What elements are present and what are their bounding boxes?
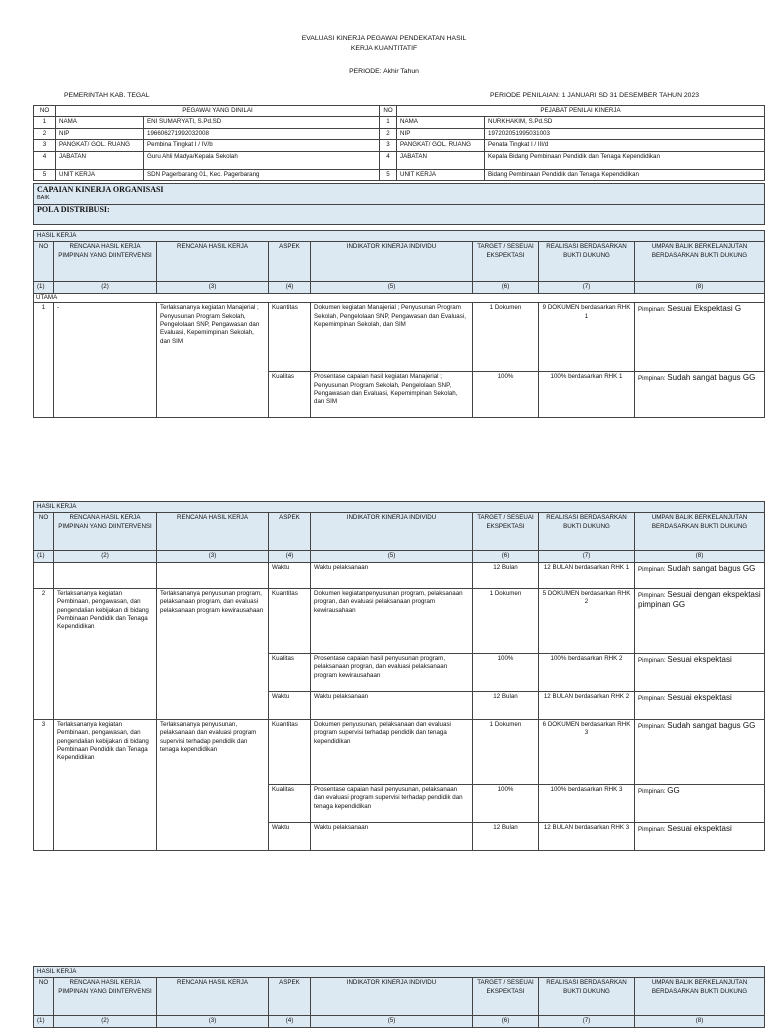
row-target: 100% — [473, 653, 539, 691]
row-label: JABATAN — [56, 151, 144, 169]
row-no: 1 — [34, 303, 54, 418]
row-no: 2 — [34, 588, 54, 719]
org-table — [33, 183, 765, 225]
row-aspek: Kuantitas — [269, 719, 311, 784]
col-num-3: (3) — [157, 282, 269, 293]
row-label: UNIT KERJA — [56, 169, 144, 180]
col-aspek: ASPEK — [269, 978, 311, 1016]
row-value: 196606271992032008 — [144, 128, 380, 139]
hasil-kerja-table-2 — [33, 501, 765, 851]
row-umpan — [635, 784, 765, 822]
umpan-label: Pimpinan: — [638, 825, 666, 833]
row-target: 1 Dokumen — [473, 719, 539, 784]
row-indikator: Prosentase capaian hasil kegiatan Manajerial ; Penyusunan Program Sekolah, Pengelolaan SNP, Pengawasan dan Evaluasi, Kepemimpinan Sekolah, dan SIM — [311, 372, 473, 418]
row-indikator: Dokumen penyusunan, pelaksanaan dan evaluasi program supervisi terhadap pendidik dan tenaga kependidikan — [311, 719, 473, 784]
umpan-text: GG — [667, 785, 680, 795]
row-umpan — [635, 822, 765, 850]
col-num-7: (7) — [539, 1016, 635, 1027]
table-row — [34, 719, 765, 784]
col-num-1: (1) — [34, 1016, 54, 1027]
row-aspek: Kualitas — [269, 653, 311, 691]
umpan-text: Sesuai ekspektasi — [667, 692, 732, 702]
document-title — [0, 34, 768, 54]
left-title: PEGAWAI YANG DINILAI — [56, 106, 380, 117]
row-no-2: 2 — [380, 128, 397, 139]
col-no: NO — [34, 242, 54, 282]
row-rencana: Terlaksananya penyusunan, pelaksanaan dan evaluasi program supervisi terhadap pendidik dan tenaga kependidikan — [157, 719, 269, 850]
identity-table — [33, 105, 765, 181]
col-num-5: (5) — [311, 1016, 473, 1027]
periode: PERIODE: Akhir Tahun — [349, 68, 419, 75]
col-umpan: UMPAN BALIK BERKELANJUTAN BERDASARKAN BUKTI DUKUNG — [635, 242, 765, 282]
row-target: 12 Bulan — [473, 822, 539, 850]
row-no: 5 — [34, 169, 56, 180]
col-num-5: (5) — [311, 551, 473, 562]
col-num-5: (5) — [311, 282, 473, 293]
col-num-4: (4) — [269, 551, 311, 562]
empty-cell — [54, 562, 157, 588]
col-num-2: (2) — [54, 1016, 157, 1027]
row-rencana: Terlaksananya penyusunan program, pelaksanaan program, dan evaluasi pelaksanaan program kewirausahaan — [157, 588, 269, 719]
col-umpan: UMPAN BALIK BERKELANJUTAN BERDASARKAN BUKTI DUKUNG — [635, 513, 765, 551]
row-realisasi: 100% berdasarkan RHK 2 — [539, 653, 635, 691]
identity-row — [34, 151, 765, 169]
empty-cell — [34, 562, 54, 588]
row-target: 12 Bulan — [473, 691, 539, 719]
row-umpan — [635, 562, 765, 588]
row-realisasi: 9 DOKUMEN berdasarkan RHK 1 — [539, 303, 635, 372]
col-rencana-pimpinan: RENCANA HASIL KERJA PIMPINAN YANG DIINTERVENSI — [54, 242, 157, 282]
umpan-text: Sesuai Ekspektasi G — [667, 304, 742, 314]
row-value-2: Penata Tingkat I / III/d — [485, 140, 765, 151]
hasil-kerja-table-3 — [33, 966, 765, 1028]
umpan-text: Sesuai dengan ekspektasi pimpinan GG — [638, 589, 761, 610]
col-realisasi: REALISASI BERDASARKAN BUKTI DUKUNG — [539, 978, 635, 1016]
row-aspek: Kualitas — [269, 372, 311, 418]
col-rencana: RENCANA HASIL KERJA — [157, 513, 269, 551]
row-no: 2 — [34, 128, 56, 139]
row-value-2: Kepala Bidang Pembinaan Pendidik dan Tenaga Kependidikan — [485, 151, 765, 169]
periode-penilaian: PERIODE PENILAIAN: 1 JANUARI SD 31 DESEMBER TAHUN 2023 — [490, 92, 700, 99]
col-umpan: UMPAN BALIK BERKELANJUTAN BERDASARKAN BUKTI DUKUNG — [635, 978, 765, 1016]
col-aspek: ASPEK — [269, 242, 311, 282]
row-no-2: 1 — [380, 117, 397, 128]
umpan-label: Pimpinan: — [638, 591, 666, 599]
col-rencana-pimpinan: RENCANA HASIL KERJA PIMPINAN YANG DIINTERVENSI — [54, 513, 157, 551]
row-label: NIP — [56, 128, 144, 139]
row-label-2: PANGKAT/ GOL. RUANG — [397, 140, 485, 151]
pola-title: POLA DISTRIBUSI: — [37, 204, 110, 214]
row-indikator: Waktu pelaksanaan — [311, 691, 473, 719]
row-aspek: Waktu — [269, 562, 311, 588]
row-value: SDN Pagerbarang 01, Kec. Pagerbarang — [144, 169, 380, 180]
row-aspek: Kualitas — [269, 784, 311, 822]
col-target: TARGET / SESEUAI EKSPEKTASI — [473, 242, 539, 282]
pemerintah: PEMERINTAH KAB. TEGAL — [64, 92, 150, 99]
row-label-2: UNIT KERJA — [397, 169, 485, 180]
umpan-label: Pimpinan: — [638, 306, 666, 314]
col-num-2: (2) — [54, 282, 157, 293]
col-rencana: RENCANA HASIL KERJA — [157, 978, 269, 1016]
row-aspek: Kuantitas — [269, 303, 311, 372]
col-aspek: ASPEK — [269, 513, 311, 551]
section-title: HASIL KERJA — [34, 231, 765, 242]
row-umpan — [635, 691, 765, 719]
row-pimpinan: Terlaksananya kegiatan Pembinaan, pengawasan, dan pengendalian kebijakan di bidang Pembinaan Pendidik dan Tenaga Kependidikan — [54, 719, 157, 850]
row-no-2: 3 — [380, 140, 397, 151]
row-indikator: Prosentase capaian hasil penyusunan, pelaksanaan dan evaluasi program supervisi terhadap pendidik dan tenaga kependidikan — [311, 784, 473, 822]
table-row — [34, 562, 765, 588]
row-target: 100% — [473, 784, 539, 822]
row-realisasi: 100% berdasarkan RHK 3 — [539, 784, 635, 822]
row-umpan — [635, 372, 765, 418]
row-umpan — [635, 303, 765, 372]
col-num-4: (4) — [269, 1016, 311, 1027]
umpan-text: Sudah sangat bagus GG — [667, 720, 756, 730]
row-realisasi: 12 BULAN berdasarkan RHK 1 — [539, 562, 635, 588]
row-label: NAMA — [56, 117, 144, 128]
col-num-4: (4) — [269, 282, 311, 293]
row-no-2: 5 — [380, 169, 397, 180]
col-realisasi: REALISASI BERDASARKAN BUKTI DUKUNG — [539, 242, 635, 282]
col-num-7: (7) — [539, 551, 635, 562]
row-target: 12 Bulan — [473, 562, 539, 588]
col-indikator: INDIKATOR KINERJA INDIVIDU — [311, 242, 473, 282]
row-pimpinan: Terlaksananya kegiatan Pembinaan, pengawasan, dan pengendalian kebijakan di bidang Pembinaan Pendidik dan Tenaga Kependidikan — [54, 588, 157, 719]
row-no: 1 — [34, 117, 56, 128]
umpan-label: Pimpinan: — [638, 694, 666, 702]
umpan-text: Sesuai ekspektasi — [667, 654, 732, 664]
row-indikator: Waktu pelaksanaan — [311, 562, 473, 588]
row-label-2: NAMA — [397, 117, 485, 128]
col-realisasi: REALISASI BERDASARKAN BUKTI DUKUNG — [539, 513, 635, 551]
row-value-2: 197202051995031003 — [485, 128, 765, 139]
row-no: 3 — [34, 719, 54, 850]
umpan-label: Pimpinan: — [638, 656, 666, 664]
row-value: Pembina Tingkat I / IV/b — [144, 140, 380, 151]
col-rencana: RENCANA HASIL KERJA — [157, 242, 269, 282]
row-label-2: NIP — [397, 128, 485, 139]
umpan-text: Sesuai ekspektasi — [667, 823, 732, 833]
col-indikator: INDIKATOR KINERJA INDIVIDU — [311, 513, 473, 551]
identity-row — [34, 169, 765, 180]
col-num-1: (1) — [34, 282, 54, 293]
row-realisasi: 5 DOKUMEN berdasarkan RHK 2 — [539, 588, 635, 653]
row-aspek: Kuantitas — [269, 588, 311, 653]
row-aspek: Waktu — [269, 691, 311, 719]
row-aspek: Waktu — [269, 822, 311, 850]
title-line-1: EVALUASI KINERJA PEGAWAI PENDEKATAN HASIL — [301, 35, 467, 42]
row-value-2: Bidang Pembinaan Pendidik dan Tenaga Kependidikan — [485, 169, 765, 180]
col-num-8: (8) — [635, 1016, 765, 1027]
hasil-kerja-table-1 — [33, 230, 765, 418]
row-pimpinan: - — [54, 303, 157, 418]
row-umpan — [635, 588, 765, 653]
umpan-label: Pimpinan: — [638, 722, 666, 730]
row-no-2: 4 — [380, 151, 397, 169]
row-label-2: JABATAN — [397, 151, 485, 169]
row-realisasi: 6 DOKUMEN berdasarkan RHK 3 — [539, 719, 635, 784]
section-title: HASIL KERJA — [34, 502, 765, 513]
col-num-7: (7) — [539, 282, 635, 293]
row-rencana: Terlaksananya kegiatan Manajerial ; Penyusunan Program Sekolah, Pengelolaan SNP, Pengawasan dan Evaluasi, Kepemimpinan Sekolah, dan SIM — [157, 303, 269, 418]
row-target: 100% — [473, 372, 539, 418]
row-umpan — [635, 653, 765, 691]
col-no-2: NO — [380, 106, 397, 117]
col-num-2: (2) — [54, 551, 157, 562]
right-title: PEJABAT PENILAI KINERJA — [397, 106, 765, 117]
table-row — [34, 588, 765, 653]
col-indikator: INDIKATOR KINERJA INDIVIDU — [311, 978, 473, 1016]
title-line-2: KERJA KUANTITATIF — [350, 45, 418, 52]
row-realisasi: 12 BULAN berdasarkan RHK 3 — [539, 822, 635, 850]
col-num-1: (1) — [34, 551, 54, 562]
row-value-2: NURKHAKIM, S.Pd.SD — [485, 117, 765, 128]
identity-row — [34, 140, 765, 151]
identity-row — [34, 117, 765, 128]
row-target: 1 Dokumen — [473, 588, 539, 653]
col-num-8: (8) — [635, 282, 765, 293]
row-no: 3 — [34, 140, 56, 151]
col-target: TARGET / SESEUAI EKSPEKTASI — [473, 513, 539, 551]
col-num-6: (6) — [473, 551, 539, 562]
capaian-value: BAIK — [37, 195, 50, 202]
umpan-label: Pimpinan: — [638, 375, 666, 383]
col-no: NO — [34, 106, 56, 117]
col-target: TARGET / SESEUAI EKSPEKTASI — [473, 978, 539, 1016]
row-indikator: Prosentase capaian hasil penyusunan program, pelaksanaan progran, dan evaluasi pelaksanaan program kewirausahaan — [311, 653, 473, 691]
utama-label: UTAMA — [34, 293, 765, 302]
col-num-6: (6) — [473, 1016, 539, 1027]
row-value: Guru Ahli Madya/Kepala Sekolah — [144, 151, 380, 169]
row-no: 4 — [34, 151, 56, 169]
row-label: PANGKAT/ GOL. RUANG — [56, 140, 144, 151]
section-title: HASIL KERJA — [34, 967, 765, 978]
col-num-3: (3) — [157, 1016, 269, 1027]
row-indikator: Dokumen kegiatanpenyusunan program, pelaksanaan progran, dan evaluasi pelaksanaan program kewirausahaan — [311, 588, 473, 653]
row-value: ENI SUMARYATI, S.Pd.SD — [144, 117, 380, 128]
row-realisasi: 100% berdasarkan RHK 1 — [539, 372, 635, 418]
row-target: 1 Dokumen — [473, 303, 539, 372]
row-realisasi: 12 BULAN berdasarkan RHK 2 — [539, 691, 635, 719]
umpan-label: Pimpinan: — [638, 565, 666, 573]
table-row — [34, 303, 765, 372]
col-rencana-pimpinan: RENCANA HASIL KERJA PIMPINAN YANG DIINTERVENSI — [54, 978, 157, 1016]
row-indikator: Dokumen kegiatan Manajerial ; Penyusunan Program Sekolah, Pengelolaan SNP, Pengawasan dan Evaluasi, Kepemimpinan Sekolah, dan SIM — [311, 303, 473, 372]
col-no: NO — [34, 978, 54, 1016]
capaian-title: CAPAIAN KINERJA ORGANISASI — [37, 185, 164, 194]
identity-row — [34, 128, 765, 139]
umpan-text: Sudah sangat bagus GG — [667, 373, 756, 383]
row-indikator: Waktu pelaksanaan — [311, 822, 473, 850]
empty-cell — [157, 562, 269, 588]
row-umpan — [635, 719, 765, 784]
umpan-text: Sudah sangat bagus GG — [667, 563, 756, 573]
col-num-3: (3) — [157, 551, 269, 562]
col-num-8: (8) — [635, 551, 765, 562]
umpan-label: Pimpinan: — [638, 787, 666, 795]
col-num-6: (6) — [473, 282, 539, 293]
col-no: NO — [34, 513, 54, 551]
